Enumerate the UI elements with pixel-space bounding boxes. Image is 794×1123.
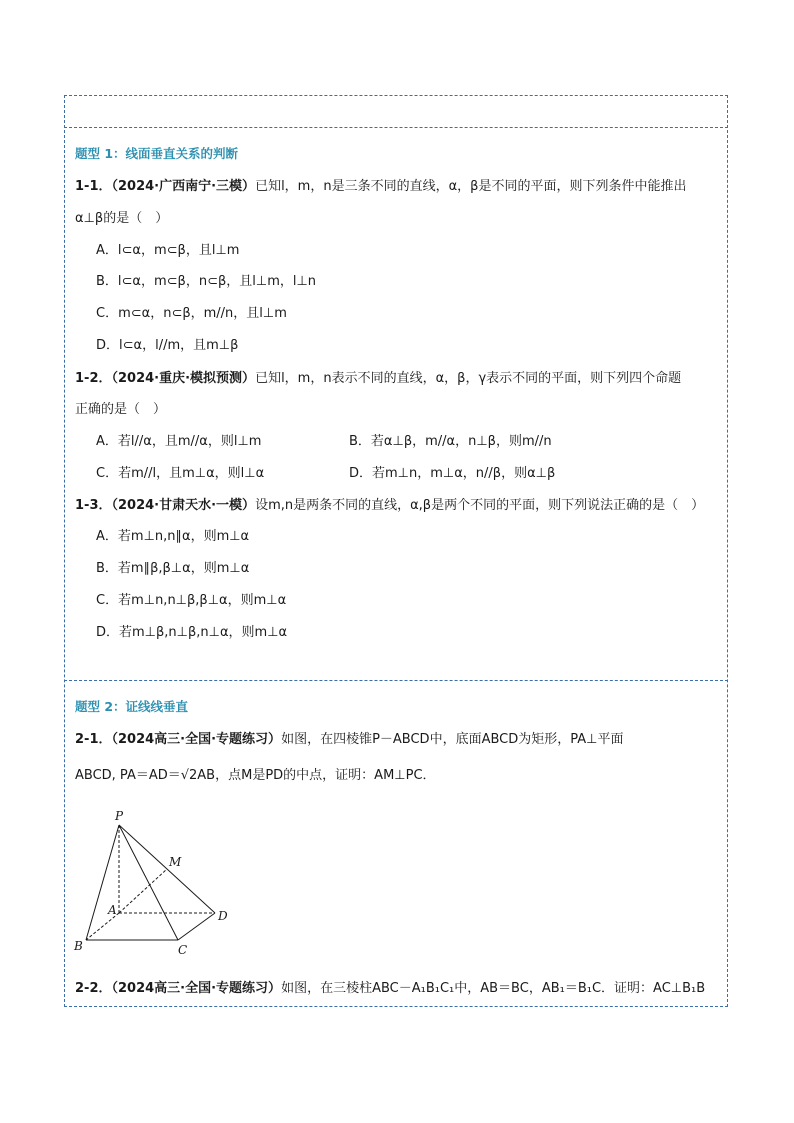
option-c: C．若m//l，且m⊥α，则l⊥α [96,466,265,481]
option-a: A．若l//α，且m//α，则l⊥m [96,434,262,449]
option-c: C．m⊂α，n⊂β，m//n，且l⊥m [96,306,287,321]
vertex-label-d: D [218,909,228,923]
question-number: 1-3． [75,498,112,513]
question-source: （2024·重庆·模拟预测） [111,371,256,386]
question-1-1-line2: α⊥β的是（ ） [75,211,169,226]
question-1-2-line1 [75,371,681,387]
question-1-3-line1 [75,498,704,514]
section-2-title: 题型 2：证线线垂直 [75,699,189,714]
question-2-1-line2: ABCD, PA＝AD＝√2AB，点M是PD的中点，证明：AM⊥PC． [75,768,436,783]
option-d: D．l⊂α，l//m，且m⊥β [96,338,239,353]
question-number: 2-1． [75,732,112,747]
question-stem: 设m,n是两条不同的直线，α,β是两个不同的平面，则下列说法正确的是（ ） [255,498,705,513]
question-2-2-line1 [75,981,705,997]
question-1-2-line2: 正确的是（ ） [75,402,167,417]
option-c: C．若m⊥n,n⊥β,β⊥α，则m⊥α [96,593,287,608]
question-stem: 已知l，m，n表示不同的直线，α，β，γ表示不同的平面，则下列四个命题 [255,371,682,386]
option-b: B．若m∥β,β⊥α，则m⊥α [96,561,250,576]
option-a: A．若m⊥n,n∥α，则m⊥α [96,529,250,544]
question-stem: 如图，在三棱柱ABC－A₁B₁C₁中，AB＝BC，AB₁＝B₁C．证明：AC⊥B₁B [281,981,706,996]
vertex-label-m: M [169,855,182,869]
option-b: B．l⊂α，m⊂β，n⊂β，且l⊥m，l⊥n [96,274,317,289]
question-number: 2-2． [75,981,112,996]
question-number: 1-2． [75,371,112,386]
section-1-title: 题型 1：线面垂直关系的判断 [75,146,239,161]
pyramid-figure [70,808,240,958]
divider-middle [64,680,728,681]
question-source: （2024·甘肃天水·一模） [111,498,256,513]
question-source: （2024·广西南宁·三模） [111,179,256,194]
vertex-label-a: A [108,903,117,917]
question-stem: 如图，在四棱锥P－ABCD中，底面ABCD为矩形，PA⊥平面 [281,732,624,747]
option-a: A．l⊂α，m⊂β，且l⊥m [96,243,240,258]
divider-top [64,127,728,128]
question-1-1-line1 [75,179,686,195]
option-d: D．若m⊥β,n⊥β,n⊥α，则m⊥α [96,625,288,640]
option-d: D．若m⊥n，m⊥α，n//β，则α⊥β [349,466,556,481]
vertex-label-c: C [178,943,188,957]
question-source: （2024高三·全国·专题练习） [111,732,282,747]
option-b: B．若α⊥β，m//α，n⊥β，则m//n [349,434,552,449]
question-number: 1-1． [75,179,112,194]
vertex-label-b: B [74,939,83,953]
question-stem: 已知l，m，n是三条不同的直线，α，β是不同的平面，则下列条件中能推出 [255,179,687,194]
question-source: （2024高三·全国·专题练习） [111,981,282,996]
vertex-label-p: P [115,809,124,823]
question-2-1-line1 [75,732,623,748]
